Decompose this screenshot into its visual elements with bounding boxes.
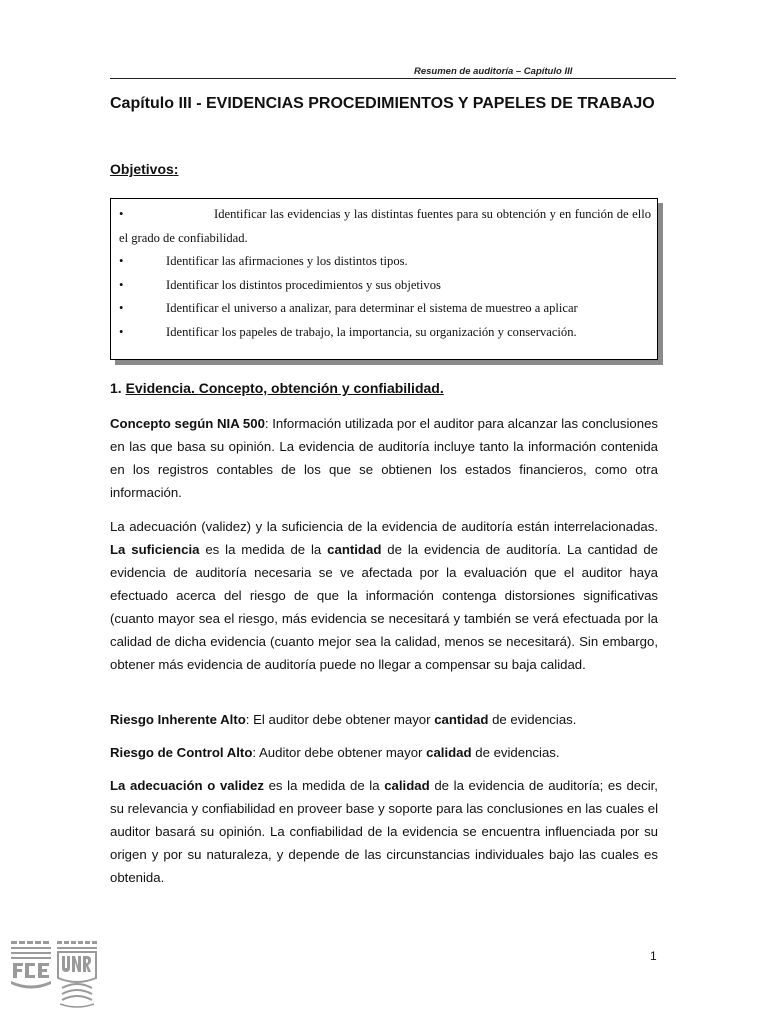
objectives-heading	[110, 161, 178, 177]
bold-term: calidad	[426, 745, 472, 760]
paragraph-text: de la evidencia de auditoría. La cantidad de evidencia de auditoría necesaria se ve afectada por la evaluación que el auditor haya efectuado acerca del riesgo de que la información contenga distorsiones significativas (cuanto mayor sea el riesgo, más evidencia se necesitará y también se verá efectuada por la calidad de dicha evidencia (cuanto mejor sea la calidad, menos se necesitará). Sin embargo, obtener más evidencia de auditoría puede no llegar a compensar su baja calidad.	[110, 542, 658, 672]
paragraph-suficiencia	[110, 515, 658, 676]
paragraph-text: de la evidencia de auditoría; es decir, su relevancia y confiabilidad en proveer base y soporte para las conclusiones en las cuales el auditor basará su opinión. La confiabilidad de la evidencia se encuentra influenciada por su origen y por su naturaleza, y depende de las circunstancias individuales bajo las cuales es obtenida.	[110, 778, 658, 885]
bullet-icon: •	[119, 207, 124, 221]
bullet-icon: •	[119, 277, 124, 292]
bullet-icon: •	[119, 301, 124, 315]
section-title: Evidencia. Concepto, obtención y confiabilidad.	[125, 380, 444, 396]
objectives-list	[119, 203, 651, 344]
objective-item	[119, 250, 651, 274]
bold-term: Riesgo Inherente Alto	[110, 712, 246, 727]
paragraph-text: : Auditor debe obtener mayor	[252, 745, 427, 760]
bold-term: Concepto según NIA 500	[110, 416, 265, 431]
paragraph-text: de evidencias.	[488, 712, 577, 727]
section-heading	[110, 380, 444, 396]
paragraph-text: de evidencias.	[471, 745, 560, 760]
objectives-box	[110, 198, 658, 360]
header-rule	[110, 78, 676, 79]
objectives-heading-text: Objetivos	[110, 161, 174, 177]
objectives-heading-colon: :	[173, 161, 179, 177]
paragraph-adecuacion	[110, 774, 658, 889]
paragraph-riesgo-control	[110, 741, 658, 764]
paragraph-text: La adecuación (validez) y la suficiencia de la evidencia de auditoría están interrelacionadas.	[110, 519, 658, 534]
page-number: 1	[650, 949, 657, 963]
paragraph-text: es la medida de la	[199, 542, 328, 557]
unrc-logo-icon	[56, 940, 98, 1008]
objective-item	[119, 297, 651, 321]
objective-text: Identificar el universo a analizar, para determinar el sistema de muestreo a aplicar	[166, 301, 578, 315]
bold-term: calidad	[384, 778, 430, 793]
bullet-icon: •	[119, 324, 124, 339]
paragraph-riesgo-inherente	[110, 708, 658, 731]
paragraph-text: : Información utilizada por el auditor para alcanzar las conclusiones en las que basa su opinión. La evidencia de auditoría incluye tanto la información contenida en los registros contables de los que se obtienen los estados financieros, como otra información.	[110, 416, 658, 500]
bullet-icon: •	[119, 254, 124, 268]
objective-item	[119, 321, 651, 345]
bold-term: cantidad	[434, 712, 489, 727]
fce-logo-icon	[10, 940, 52, 992]
objective-text: Identificar los papeles de trabajo, la importancia, su organización y conservación.	[166, 324, 577, 339]
objective-item	[119, 274, 651, 298]
paragraph-concepto	[110, 412, 658, 504]
objective-text: Identificar las afirmaciones y los distintos tipos.	[166, 254, 408, 268]
objective-text: Identificar los distintos procedimientos y sus objetivos	[166, 277, 441, 292]
paragraph-text: : El auditor debe obtener mayor	[245, 712, 435, 727]
running-header: Resumen de auditoría – Capítulo III	[414, 66, 573, 77]
objective-item	[119, 203, 651, 250]
bold-term: Riesgo de Control Alto	[110, 745, 253, 760]
objective-text: Identificar las evidencias y las distintas fuentes para su obtención y en función de ello el grado de confiabilidad.	[119, 207, 651, 245]
section-number: 1.	[110, 380, 122, 396]
bold-term: cantidad	[327, 542, 382, 557]
paragraph-text: es la medida de la	[263, 778, 385, 793]
bold-term: La suficiencia	[110, 542, 200, 557]
bold-term: La adecuación o validez	[110, 778, 264, 793]
chapter-title: Capítulo III - EVIDENCIAS PROCEDIMIENTOS Y PAPELES DE TRABAJO	[110, 95, 655, 112]
